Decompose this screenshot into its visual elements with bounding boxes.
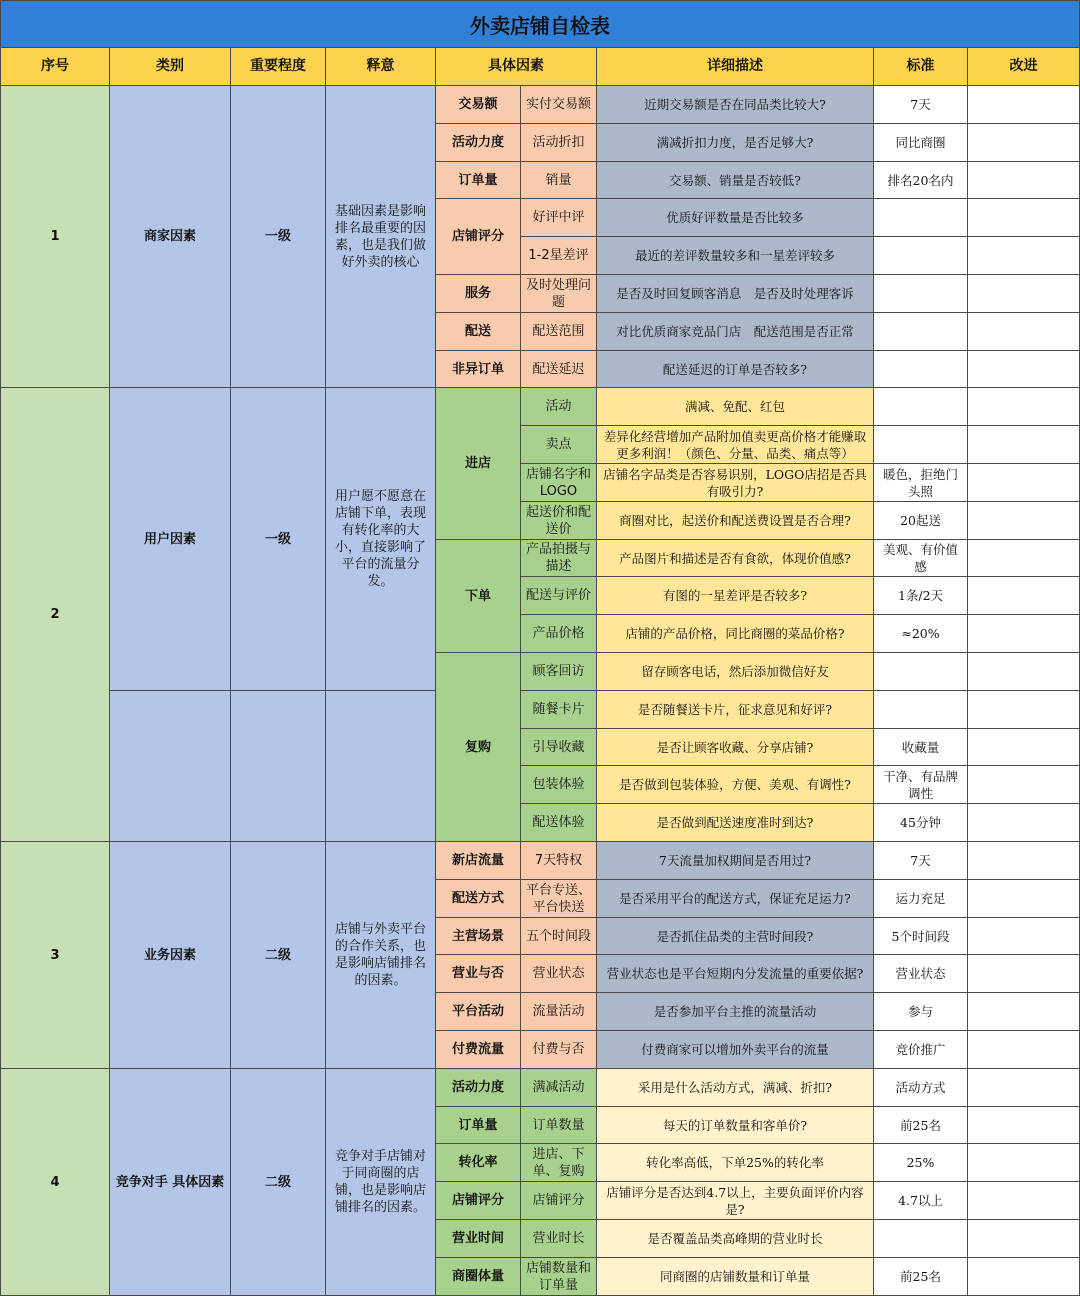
section-importance: 一级 xyxy=(231,388,326,691)
factor-group: 复购 xyxy=(436,653,521,842)
standard-cell xyxy=(874,1220,968,1258)
standard-cell xyxy=(874,275,968,313)
standard-cell xyxy=(874,351,968,388)
improvement-input-cell[interactable] xyxy=(968,124,1080,162)
section-importance: 二级 xyxy=(231,842,326,1069)
description-cell: 是否及时回复顾客消息 是否及时处理客诉 xyxy=(597,275,874,313)
description-cell: 有图的一星差评是否较多? xyxy=(597,577,874,615)
description-cell: 优质好评数量是否比较多 xyxy=(597,199,874,237)
standard-cell: 竞价推广 xyxy=(874,1031,968,1069)
factor-cell: 非异订单 xyxy=(436,351,521,388)
description-cell: 7天流量加权期间是否用过? xyxy=(597,842,874,880)
description-cell: 店铺评分是否达到4.7以上，主要负面评价内容是? xyxy=(597,1182,874,1220)
improvement-input-cell[interactable] xyxy=(968,199,1080,237)
sub-factor-cell: 1-2星差评 xyxy=(521,237,597,275)
standard-cell: 排名20名内 xyxy=(874,162,968,199)
description-cell: 付费商家可以增加外卖平台的流量 xyxy=(597,1031,874,1069)
header-cell: 具体因素 xyxy=(436,48,597,86)
blank-cell xyxy=(231,691,326,842)
description-cell: 是否让顾客收藏、分享店铺? xyxy=(597,729,874,766)
factor-cell: 订单量 xyxy=(436,162,521,199)
standard-cell: 25% xyxy=(874,1144,968,1182)
section-meaning: 用户愿不愿意在店铺下单，表现有转化率的大小，直接影响了平台的流量分发。 xyxy=(326,388,436,691)
sub-factor-cell: 起送价和配送价 xyxy=(521,502,597,540)
improvement-input-cell[interactable] xyxy=(968,1144,1080,1182)
description-cell: 店铺的产品价格，同比商圈的菜品价格? xyxy=(597,615,874,653)
sub-factor-cell: 随餐卡片 xyxy=(521,691,597,729)
factor-cell: 主营场景 xyxy=(436,918,521,955)
sub-factor-cell: 好评中评 xyxy=(521,199,597,237)
section-meaning: 店铺与外卖平台的合作关系，也是影响店铺排名的因素。 xyxy=(326,842,436,1069)
standard-cell: 4.7以上 xyxy=(874,1182,968,1220)
sub-factor-cell: 流量活动 xyxy=(521,993,597,1031)
description-cell: 每天的订单数量和客单价? xyxy=(597,1107,874,1144)
standard-cell xyxy=(874,199,968,237)
improvement-input-cell[interactable] xyxy=(968,766,1080,804)
factor-cell: 新店流量 xyxy=(436,842,521,880)
description-cell: 是否做到包装体验，方便、美观、有调性? xyxy=(597,766,874,804)
sub-factor-cell: 平台专送、平台快送 xyxy=(521,880,597,918)
section-meaning: 竞争对手店铺对于同商圈的店铺，也是影响店铺排名的因素。 xyxy=(326,1069,436,1296)
factor-cell: 商圈体量 xyxy=(436,1258,521,1296)
improvement-input-cell[interactable] xyxy=(968,955,1080,993)
standard-cell: 暖色，拒绝门头照 xyxy=(874,464,968,502)
factor-group: 进店 xyxy=(436,388,521,540)
sub-factor-cell: 配送延迟 xyxy=(521,351,597,388)
factor-cell: 付费流量 xyxy=(436,1031,521,1069)
improvement-input-cell[interactable] xyxy=(968,691,1080,729)
description-cell: 是否随餐送卡片，征求意见和好评? xyxy=(597,691,874,729)
sub-factor-cell: 包装体验 xyxy=(521,766,597,804)
section-number: 4 xyxy=(0,1069,110,1296)
factor-cell: 服务 xyxy=(436,275,521,313)
sub-factor-cell: 订单数量 xyxy=(521,1107,597,1144)
sub-factor-cell: 配送与评价 xyxy=(521,577,597,615)
standard-cell xyxy=(874,653,968,691)
improvement-input-cell[interactable] xyxy=(968,275,1080,313)
factor-cell: 交易额 xyxy=(436,86,521,124)
standard-cell: 前25名 xyxy=(874,1107,968,1144)
sub-factor-cell: 活动折扣 xyxy=(521,124,597,162)
sub-factor-cell: 五个时间段 xyxy=(521,918,597,955)
section-meaning: 基础因素是影响排名最重要的因素，也是我们做好外卖的核心 xyxy=(326,86,436,388)
improvement-input-cell[interactable] xyxy=(968,615,1080,653)
standard-cell xyxy=(874,237,968,275)
improvement-input-cell[interactable] xyxy=(968,464,1080,502)
description-cell: 满减折扣力度，是否足够大? xyxy=(597,124,874,162)
standard-cell: 活动方式 xyxy=(874,1069,968,1107)
description-cell: 留存顾客电话，然后添加微信好友 xyxy=(597,653,874,691)
section-category: 商家因素 xyxy=(110,86,231,388)
improvement-input-cell[interactable] xyxy=(968,993,1080,1031)
description-cell: 转化率高低，下单25%的转化率 xyxy=(597,1144,874,1182)
description-cell: 店铺名字品类是否容易识别，LOGO店招是否具有吸引力? xyxy=(597,464,874,502)
standard-cell: 5个时间段 xyxy=(874,918,968,955)
description-cell: 商圈对比，起送价和配送费设置是否合理? xyxy=(597,502,874,540)
standard-cell xyxy=(874,691,968,729)
standard-cell: 收藏量 xyxy=(874,729,968,766)
factor-cell: 订单量 xyxy=(436,1107,521,1144)
improvement-input-cell[interactable] xyxy=(968,388,1080,426)
improvement-input-cell[interactable] xyxy=(968,1107,1080,1144)
standard-cell: ≈20% xyxy=(874,615,968,653)
standard-cell: 运力充足 xyxy=(874,880,968,918)
description-cell: 最近的差评数量较多和一星差评较多 xyxy=(597,237,874,275)
improvement-input-cell[interactable] xyxy=(968,426,1080,464)
factor-cell: 配送 xyxy=(436,313,521,351)
header-cell: 标准 xyxy=(874,48,968,86)
description-cell: 近期交易额是否在同品类比较大? xyxy=(597,86,874,124)
factor-cell: 店铺评分 xyxy=(436,1182,521,1220)
standard-cell: 前25名 xyxy=(874,1258,968,1296)
section-category: 用户因素 xyxy=(110,388,231,691)
section-importance: 一级 xyxy=(231,86,326,388)
standard-cell: 营业状态 xyxy=(874,955,968,993)
improvement-input-cell[interactable] xyxy=(968,577,1080,615)
sub-factor-cell: 付费与否 xyxy=(521,1031,597,1069)
description-cell: 是否采用平台的配送方式，保证充足运力? xyxy=(597,880,874,918)
factor-cell: 平台活动 xyxy=(436,993,521,1031)
sub-factor-cell: 顾客回访 xyxy=(521,653,597,691)
sub-factor-cell: 店铺名字和LOGO xyxy=(521,464,597,502)
factor-cell: 转化率 xyxy=(436,1144,521,1182)
factor-cell: 活动力度 xyxy=(436,1069,521,1107)
header-cell: 释意 xyxy=(326,48,436,86)
improvement-input-cell[interactable] xyxy=(968,313,1080,351)
standard-cell: 干净、有品牌调性 xyxy=(874,766,968,804)
improvement-input-cell[interactable] xyxy=(968,162,1080,199)
improvement-input-cell[interactable] xyxy=(968,804,1080,842)
improvement-input-cell[interactable] xyxy=(968,86,1080,124)
sub-factor-cell: 卖点 xyxy=(521,426,597,464)
standard-cell: 参与 xyxy=(874,993,968,1031)
description-cell: 配送延迟的订单是否较多? xyxy=(597,351,874,388)
factor-cell: 营业时间 xyxy=(436,1220,521,1258)
standard-cell: 20起送 xyxy=(874,502,968,540)
header-cell: 改进 xyxy=(968,48,1080,86)
description-cell: 交易额、销量是否较低? xyxy=(597,162,874,199)
sub-factor-cell: 实付交易额 xyxy=(521,86,597,124)
improvement-input-cell[interactable] xyxy=(968,1031,1080,1069)
section-number: 2 xyxy=(0,388,110,842)
section-importance: 二级 xyxy=(231,1069,326,1296)
sub-factor-cell: 产品拍摄与描述 xyxy=(521,540,597,577)
sub-factor-cell: 店铺评分 xyxy=(521,1182,597,1220)
sub-factor-cell: 营业状态 xyxy=(521,955,597,993)
improvement-input-cell[interactable] xyxy=(968,237,1080,275)
improvement-input-cell[interactable] xyxy=(968,729,1080,766)
factor-group: 下单 xyxy=(436,540,521,653)
improvement-input-cell[interactable] xyxy=(968,540,1080,577)
sub-factor-cell: 营业时长 xyxy=(521,1220,597,1258)
standard-cell: 美观、有价值感 xyxy=(874,540,968,577)
header-cell: 重要程度 xyxy=(231,48,326,86)
sub-factor-cell: 7天特权 xyxy=(521,842,597,880)
description-cell: 是否做到配送速度准时到达? xyxy=(597,804,874,842)
section-category: 业务因素 xyxy=(110,842,231,1069)
header-cell: 序号 xyxy=(0,48,110,86)
factor-cell: 店铺评分 xyxy=(436,199,521,275)
sub-factor-cell: 引导收藏 xyxy=(521,729,597,766)
blank-cell xyxy=(326,691,436,842)
factor-cell: 活动力度 xyxy=(436,124,521,162)
improvement-input-cell[interactable] xyxy=(968,842,1080,880)
description-cell: 采用是什么活动方式，满减、折扣? xyxy=(597,1069,874,1107)
sub-factor-cell: 活动 xyxy=(521,388,597,426)
section-number: 1 xyxy=(0,86,110,388)
sub-factor-cell: 产品价格 xyxy=(521,615,597,653)
header-cell: 类别 xyxy=(110,48,231,86)
blank-cell xyxy=(110,691,231,842)
sub-factor-cell: 进店、下单、复购 xyxy=(521,1144,597,1182)
improvement-input-cell[interactable] xyxy=(968,1258,1080,1296)
description-cell: 对比优质商家竞品门店 配送范围是否正常 xyxy=(597,313,874,351)
improvement-input-cell[interactable] xyxy=(968,918,1080,955)
standard-cell: 1条/2天 xyxy=(874,577,968,615)
factor-cell: 配送方式 xyxy=(436,880,521,918)
section-number: 3 xyxy=(0,842,110,1069)
improvement-input-cell[interactable] xyxy=(968,502,1080,540)
description-cell: 是否覆盖品类高峰期的营业时长 xyxy=(597,1220,874,1258)
sub-factor-cell: 及时处理问题 xyxy=(521,275,597,313)
description-cell: 差异化经营增加产品附加值卖更高价格才能赚取更多利润！（颜色、分量、品类、痛点等） xyxy=(597,426,874,464)
section-category: 竞争对手 具体因素 xyxy=(110,1069,231,1296)
standard-cell: 7天 xyxy=(874,86,968,124)
standard-cell: 7天 xyxy=(874,842,968,880)
table-title: 外卖店铺自检表 xyxy=(0,0,1080,48)
standard-cell xyxy=(874,388,968,426)
header-cell: 详细描述 xyxy=(597,48,874,86)
improvement-input-cell[interactable] xyxy=(968,880,1080,918)
standard-cell: 同比商圈 xyxy=(874,124,968,162)
sub-factor-cell: 配送体验 xyxy=(521,804,597,842)
description-cell: 是否抓住品类的主营时间段? xyxy=(597,918,874,955)
improvement-input-cell[interactable] xyxy=(968,1220,1080,1258)
factor-cell: 营业与否 xyxy=(436,955,521,993)
description-cell: 产品图片和描述是否有食欲，体现价值感? xyxy=(597,540,874,577)
improvement-input-cell[interactable] xyxy=(968,1182,1080,1220)
standard-cell xyxy=(874,426,968,464)
description-cell: 是否参加平台主推的流量活动 xyxy=(597,993,874,1031)
standard-cell: 45分钟 xyxy=(874,804,968,842)
sub-factor-cell: 销量 xyxy=(521,162,597,199)
sub-factor-cell: 配送范围 xyxy=(521,313,597,351)
description-cell: 满减、免配、红包 xyxy=(597,388,874,426)
improvement-input-cell[interactable] xyxy=(968,653,1080,691)
sub-factor-cell: 店铺数量和订单量 xyxy=(521,1258,597,1296)
standard-cell xyxy=(874,313,968,351)
sub-factor-cell: 满减活动 xyxy=(521,1069,597,1107)
improvement-input-cell[interactable] xyxy=(968,1069,1080,1107)
description-cell: 营业状态也是平台短期内分发流量的重要依据? xyxy=(597,955,874,993)
improvement-input-cell[interactable] xyxy=(968,351,1080,388)
description-cell: 同商圈的店铺数量和订单量 xyxy=(597,1258,874,1296)
